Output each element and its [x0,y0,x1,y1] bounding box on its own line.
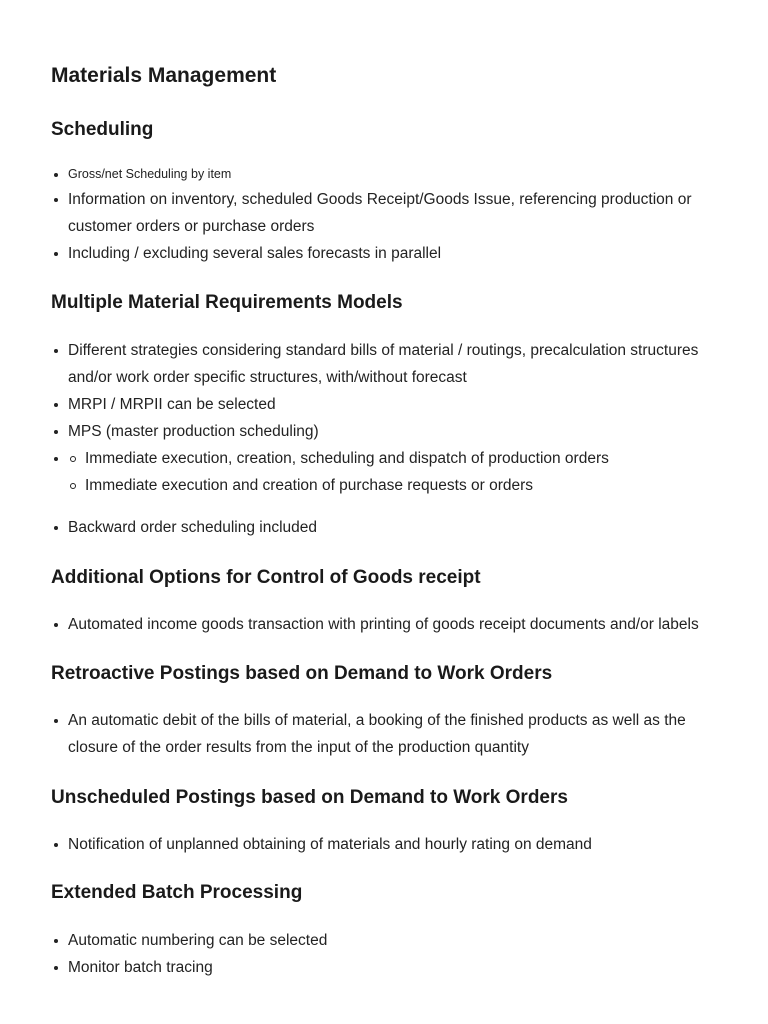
page-title: Materials Management [51,64,277,87]
section-heading-requirements-models: Multiple Material Requirements Models [51,292,403,313]
retroactive-postings-list [51,707,731,761]
unscheduled-postings-list [51,831,731,858]
nested-list-item: Immediate execution and creation of purchase requests or orders [68,472,731,499]
batch-processing-list [51,927,731,981]
list-item: Monitor batch tracing [51,954,731,981]
list-item: Gross/net Scheduling by item [51,162,731,186]
section-heading-goods-receipt: Additional Options for Control of Goods receipt [51,567,481,588]
list-item-nested [51,445,731,499]
goods-receipt-list [51,611,731,638]
list-item: Including / excluding several sales forecasts in parallel [51,240,731,267]
list-item: Notification of unplanned obtaining of materials and hourly rating on demand [51,831,731,858]
nested-list [68,445,731,499]
requirements-models-list [51,337,731,541]
list-item: Automatic numbering can be selected [51,927,731,954]
list-item: Information on inventory, scheduled Goods Receipt/Goods Issue, referencing production or customer orders or purchase orders [51,186,731,240]
list-item: Backward order scheduling included [51,514,731,541]
list-item: Automated income goods transaction with printing of goods receipt documents and/or labels [51,611,731,638]
nested-list-item: Immediate execution, creation, scheduling and dispatch of production orders [68,445,731,472]
scheduling-list [51,162,731,267]
section-heading-unscheduled-postings: Unscheduled Postings based on Demand to Work Orders [51,787,568,808]
list-item: An automatic debit of the bills of material, a booking of the finished products as well as the closure of the order results from the input of the production quantity [51,707,731,761]
list-item: Different strategies considering standard bills of material / routings, precalculation structures and/or work order specific structures, with/without forecast [51,337,731,391]
section-heading-retroactive-postings: Retroactive Postings based on Demand to Work Orders [51,663,553,684]
section-heading-batch-processing: Extended Batch Processing [51,882,303,903]
list-item: MPS (master production scheduling) [51,418,731,445]
list-item: MRPI / MRPII can be selected [51,391,731,418]
section-heading-scheduling: Scheduling [51,119,154,140]
